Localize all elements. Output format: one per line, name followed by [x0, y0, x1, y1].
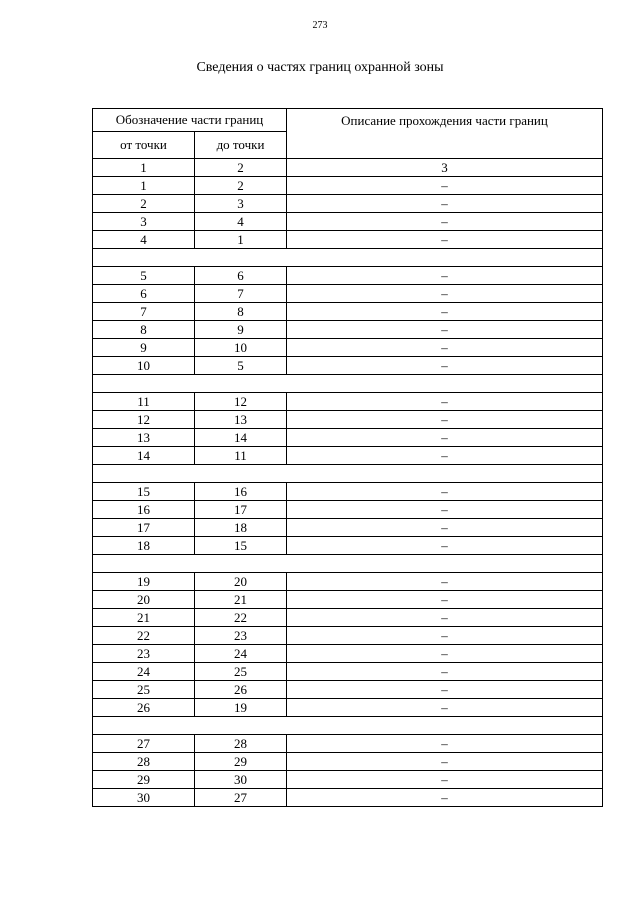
- table-row: [93, 573, 603, 591]
- to-point-cell: 15: [195, 537, 287, 555]
- page-number: 273: [312, 20, 328, 31]
- from-point-cell: 1: [93, 177, 195, 195]
- description-cell: –: [287, 753, 603, 771]
- table-row: [93, 645, 603, 663]
- group-separator-row: [93, 717, 603, 735]
- to-point-cell: 19: [195, 699, 287, 717]
- to-point-cell: 10: [195, 339, 287, 357]
- from-point-cell: 28: [93, 753, 195, 771]
- description-cell: –: [287, 429, 603, 447]
- table-row: [93, 447, 603, 465]
- description-cell: –: [287, 501, 603, 519]
- to-point-cell: 12: [195, 393, 287, 411]
- table-row: [93, 519, 603, 537]
- from-point-cell: 24: [93, 663, 195, 681]
- group-separator-row: [93, 465, 603, 483]
- from-point-cell: 8: [93, 321, 195, 339]
- table-row: [93, 393, 603, 411]
- table-row: [93, 321, 603, 339]
- from-point-cell: 27: [93, 735, 195, 753]
- table-row: [93, 771, 603, 789]
- table-row: [93, 537, 603, 555]
- description-cell: –: [287, 681, 603, 699]
- table-body: [93, 159, 603, 807]
- table-row: [93, 699, 603, 717]
- description-cell: –: [287, 627, 603, 645]
- header-description: Описание прохождения части границ: [287, 109, 603, 159]
- to-point-cell: 23: [195, 627, 287, 645]
- from-point-cell: 19: [93, 573, 195, 591]
- table-row: [93, 627, 603, 645]
- description-cell: –: [287, 789, 603, 807]
- from-point-cell: 30: [93, 789, 195, 807]
- table-row: [93, 663, 603, 681]
- to-point-cell: 2: [195, 177, 287, 195]
- table-row: [93, 231, 603, 249]
- table-row: [93, 681, 603, 699]
- header-to-point: до точки: [195, 132, 287, 159]
- from-point-cell: 11: [93, 393, 195, 411]
- table-row: [93, 429, 603, 447]
- table-row: [93, 735, 603, 753]
- to-point-cell: 1: [195, 231, 287, 249]
- header-designation: Обозначение части границ: [93, 109, 287, 132]
- to-point-cell: 9: [195, 321, 287, 339]
- from-point-cell: 14: [93, 447, 195, 465]
- to-point-cell: 27: [195, 789, 287, 807]
- group-separator: [93, 375, 603, 393]
- description-cell: –: [287, 699, 603, 717]
- group-separator-row: [93, 375, 603, 393]
- from-point-cell: 4: [93, 231, 195, 249]
- column-number-row: [93, 159, 603, 177]
- to-point-cell: 18: [195, 519, 287, 537]
- description-cell: –: [287, 609, 603, 627]
- description-cell: –: [287, 573, 603, 591]
- to-point-cell: 7: [195, 285, 287, 303]
- to-point-cell: 4: [195, 213, 287, 231]
- to-point-cell: 14: [195, 429, 287, 447]
- description-cell: –: [287, 267, 603, 285]
- column-number: 3: [287, 159, 603, 177]
- description-cell: –: [287, 537, 603, 555]
- from-point-cell: 20: [93, 591, 195, 609]
- table-row: [93, 267, 603, 285]
- from-point-cell: 5: [93, 267, 195, 285]
- table-row: [93, 195, 603, 213]
- description-cell: –: [287, 591, 603, 609]
- description-cell: –: [287, 321, 603, 339]
- to-point-cell: 11: [195, 447, 287, 465]
- from-point-cell: 16: [93, 501, 195, 519]
- description-cell: –: [287, 411, 603, 429]
- description-cell: –: [287, 771, 603, 789]
- from-point-cell: 29: [93, 771, 195, 789]
- from-point-cell: 21: [93, 609, 195, 627]
- table-row: [93, 213, 603, 231]
- table-row: [93, 501, 603, 519]
- description-cell: –: [287, 483, 603, 501]
- table-row: [93, 411, 603, 429]
- group-separator: [93, 249, 603, 267]
- table-row: [93, 339, 603, 357]
- description-cell: –: [287, 177, 603, 195]
- group-separator: [93, 555, 603, 573]
- description-cell: –: [287, 393, 603, 411]
- group-separator-row: [93, 555, 603, 573]
- description-cell: –: [287, 519, 603, 537]
- group-separator: [93, 465, 603, 483]
- to-point-cell: 24: [195, 645, 287, 663]
- column-number: 1: [93, 159, 195, 177]
- description-cell: –: [287, 231, 603, 249]
- from-point-cell: 12: [93, 411, 195, 429]
- table-row: [93, 591, 603, 609]
- table-row: [93, 303, 603, 321]
- to-point-cell: 20: [195, 573, 287, 591]
- from-point-cell: 18: [93, 537, 195, 555]
- from-point-cell: 3: [93, 213, 195, 231]
- to-point-cell: 25: [195, 663, 287, 681]
- column-number: 2: [195, 159, 287, 177]
- to-point-cell: 3: [195, 195, 287, 213]
- to-point-cell: 16: [195, 483, 287, 501]
- document-title: Сведения о частях границ охранной зоны: [196, 60, 444, 75]
- group-separator-row: [93, 249, 603, 267]
- from-point-cell: 22: [93, 627, 195, 645]
- to-point-cell: 5: [195, 357, 287, 375]
- table-row: [93, 789, 603, 807]
- to-point-cell: 30: [195, 771, 287, 789]
- description-cell: –: [287, 447, 603, 465]
- to-point-cell: 29: [195, 753, 287, 771]
- to-point-cell: 6: [195, 267, 287, 285]
- table-row: [93, 753, 603, 771]
- to-point-cell: 21: [195, 591, 287, 609]
- table-row: [93, 609, 603, 627]
- description-cell: –: [287, 645, 603, 663]
- from-point-cell: 13: [93, 429, 195, 447]
- from-point-cell: 10: [93, 357, 195, 375]
- table-row: [93, 357, 603, 375]
- description-cell: –: [287, 357, 603, 375]
- from-point-cell: 26: [93, 699, 195, 717]
- from-point-cell: 25: [93, 681, 195, 699]
- to-point-cell: 28: [195, 735, 287, 753]
- group-separator: [93, 717, 603, 735]
- from-point-cell: 7: [93, 303, 195, 321]
- to-point-cell: 17: [195, 501, 287, 519]
- description-cell: –: [287, 213, 603, 231]
- from-point-cell: 23: [93, 645, 195, 663]
- to-point-cell: 22: [195, 609, 287, 627]
- to-point-cell: 26: [195, 681, 287, 699]
- to-point-cell: 8: [195, 303, 287, 321]
- from-point-cell: 6: [93, 285, 195, 303]
- from-point-cell: 9: [93, 339, 195, 357]
- description-cell: –: [287, 285, 603, 303]
- header-from-point: от точки: [93, 132, 195, 159]
- table-row: [93, 177, 603, 195]
- table-row: [93, 483, 603, 501]
- from-point-cell: 2: [93, 195, 195, 213]
- table-row: [93, 285, 603, 303]
- from-point-cell: 15: [93, 483, 195, 501]
- description-cell: –: [287, 663, 603, 681]
- description-cell: –: [287, 735, 603, 753]
- description-cell: –: [287, 303, 603, 321]
- boundary-parts-table: [92, 108, 603, 807]
- to-point-cell: 13: [195, 411, 287, 429]
- description-cell: –: [287, 339, 603, 357]
- from-point-cell: 17: [93, 519, 195, 537]
- description-cell: –: [287, 195, 603, 213]
